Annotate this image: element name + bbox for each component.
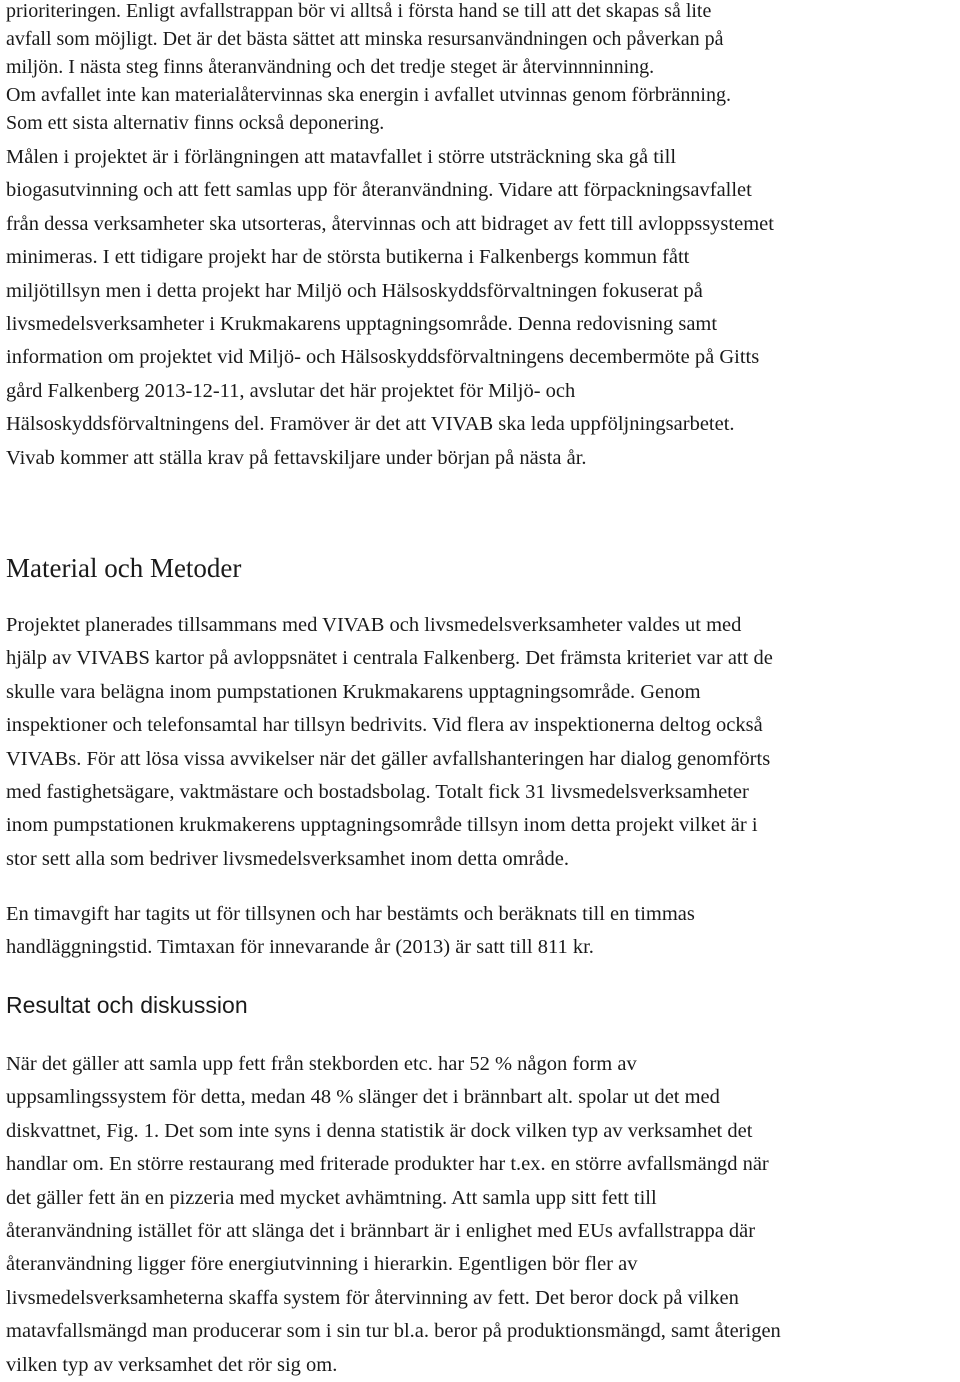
text-line: En timavgift har tagits ut för tillsynen och har bestämts och beräknats till en timmas xyxy=(6,903,695,925)
results-paragraph xyxy=(6,1048,956,1382)
text-line: inspektioner och telefonsamtal har tillsyn bedrivits. Vid flera av inspektionerna deltog också xyxy=(6,714,763,737)
text-line: När det gäller att samla upp fett från stekborden etc. har 52 % någon form av xyxy=(6,1053,637,1075)
results-heading: Resultat och diskussion xyxy=(6,992,248,1018)
text-line: från dessa verksamheter ska utsorteras, återvinnas och att bidraget av fett till avloppssystemet xyxy=(6,212,774,235)
text-line: återanvändning istället för att slänga det i brännbart är i enlighet med EUs avfallstrappa där xyxy=(6,1220,756,1243)
text-line: vilken typ av verksamhet det rör sig om. xyxy=(6,1353,338,1376)
text-line: återanvändning ligger före energiutvinning i hierarkin. Egentligen bör fler av xyxy=(6,1253,638,1276)
text-line: Om avfallet inte kan materialåtervinnas ska energin i avfallet utvinnas genom förbränning. xyxy=(6,84,731,106)
text-line: Som ett sista alternativ finns också deponering. xyxy=(6,112,385,134)
text-line: biogasutvinning och att fett samlas upp för återanvändning. Vidare att förpackningsavfallet xyxy=(6,179,752,202)
text-line: Vivab kommer att ställa krav på fettavskiljare under början på nästa år. xyxy=(6,446,587,469)
text-line: avfall som möjligt. Det är det bästa sättet att minska resursanvändningen och påverkan på xyxy=(6,28,724,50)
text-line: livsmedelsverksamheterna skaffa system för återvinning av fett. Det beror dock på vilken xyxy=(6,1286,739,1309)
text-line: prioriteringen. Enligt avfallstrappan bör vi alltså i första hand se till att det skapas så lite xyxy=(6,0,712,22)
goals-paragraph xyxy=(6,141,956,475)
intro-paragraph xyxy=(6,0,956,137)
text-line: VIVABs. För att lösa vissa avvikelser när det gäller avfallshanteringen har dialog genomförts xyxy=(6,747,771,770)
text-line: miljötillsyn men i detta projekt har Miljö och Hälsoskyddsförvaltningen fokuserat på xyxy=(6,279,703,302)
text-line: inom pumpstationen krukmakerens upptagningsområde tillsyn inom detta projekt vilket är i xyxy=(6,814,758,837)
text-line: minimeras. I ett tidigare projekt har de största butikerna i Falkenbergs kommun fått xyxy=(6,246,690,269)
text-line: uppsamlingssystem för detta, medan 48 % slänger det i brännbart alt. spolar ut det med xyxy=(6,1086,720,1109)
text-line: stor sett alla som bedriver livsmedelsverksamhet inom detta område. xyxy=(6,847,570,870)
text-line: handlar om. En större restaurang med friterade produkter har t.ex. en större avfallsmängd när xyxy=(6,1153,769,1176)
text-line: handläggningstid. Timtaxan för innevarande år (2013) är satt till 811 kr. xyxy=(6,936,594,959)
text-line: diskvattnet, Fig. 1. Det som inte syns i denna statistik är dock vilken typ av verksamhet det xyxy=(6,1119,753,1142)
text-line: matavfallsmängd man producerar som i sin tur bl.a. beror på produktionsmängd, samt återigen xyxy=(6,1320,781,1343)
text-line: det gäller fett än en pizzeria med mycket avhämtning. Att samla upp sitt fett till xyxy=(6,1186,657,1209)
text-line: Hälsoskyddsförvaltningens del. Framöver är det att VIVAB ska leda uppföljningsarbetet. xyxy=(6,413,735,436)
text-line: information om projektet vid Miljö- och Hälsoskyddsförvaltningens decembermöte på Gitts xyxy=(6,346,760,369)
text-line: med fastighetsägare, vaktmästare och bostadsbolag. Totalt fick 31 livsmedelsverksamheter xyxy=(6,781,749,804)
fee-paragraph xyxy=(6,898,956,965)
methods-heading: Material och Metoder xyxy=(6,553,242,583)
text-line: Projektet planerades tillsammans med VIVAB och livsmedelsverksamheter valdes ut med xyxy=(6,614,742,636)
text-line: miljön. I nästa steg finns återanvändning och det tredje steget är återvinnninning. xyxy=(6,56,655,78)
text-line: gård Falkenberg 2013-12-11, avslutar det här projektet för Miljö- och xyxy=(6,379,576,402)
text-line: livsmedelsverksamheter i Krukmakarens upptagningsområde. Denna redovisning samt xyxy=(6,313,718,336)
text-line: Målen i projektet är i förlängningen att matavfallet i större utsträckning ska gå till xyxy=(6,146,677,168)
text-line: hjälp av VIVABS kartor på avloppsnätet i centrala Falkenberg. Det främsta kriteriet var att de xyxy=(6,647,773,670)
methods-paragraph xyxy=(6,609,956,876)
text-line: skulle vara belägna inom pumpstationen Krukmakarens upptagningsområde. Genom xyxy=(6,680,701,703)
